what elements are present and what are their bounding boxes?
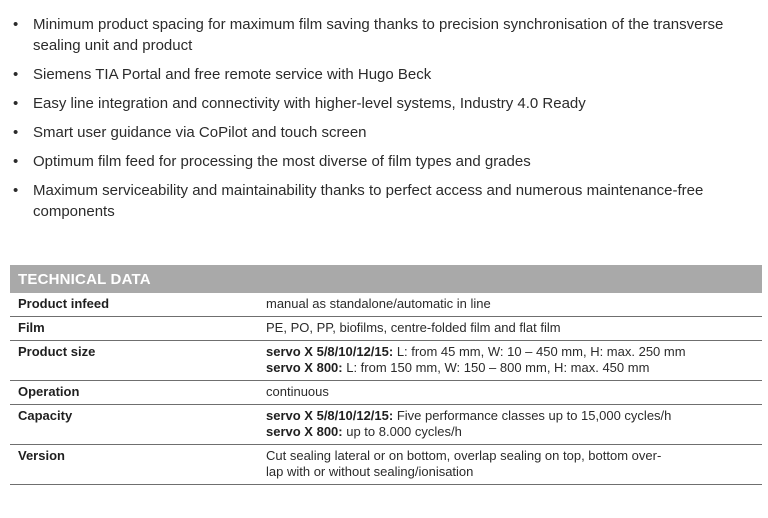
row-value — [266, 320, 762, 336]
model-label: servo X 800: — [266, 360, 343, 375]
technical-data-table — [10, 265, 762, 485]
bullet-icon: • — [13, 124, 19, 141]
value-text: lap with or without sealing/ionisation — [266, 464, 474, 479]
feature-item — [10, 122, 762, 143]
value-line — [266, 344, 756, 360]
feature-text: Minimum product spacing for maximum film saving thanks to precision synchronisation of the transverse sealing unit and product — [33, 16, 724, 54]
feature-item — [10, 14, 762, 56]
value-line — [266, 408, 756, 424]
value-text: L: from 45 mm, W: 10 – 450 mm, H: max. 250 mm — [393, 344, 686, 359]
table-row — [10, 445, 762, 485]
model-label: servo X 800: — [266, 424, 343, 439]
row-label: Operation — [18, 384, 80, 399]
row-value — [266, 384, 762, 400]
feature-text: Siemens TIA Portal and free remote service with Hugo Beck — [33, 66, 432, 83]
value-text: Cut sealing lateral or on bottom, overlap sealing on top, bottom over- — [266, 448, 662, 463]
row-value — [266, 344, 762, 376]
bullet-icon: • — [13, 95, 19, 112]
value-line — [266, 360, 756, 376]
value-line — [266, 448, 756, 464]
value-text: L: from 150 mm, W: 150 – 800 mm, H: max. 450 mm — [342, 360, 650, 375]
model-label: servo X 5/8/10/12/15: — [266, 408, 394, 423]
row-label: Product size — [18, 344, 96, 359]
feature-item — [10, 93, 762, 114]
feature-list — [10, 14, 762, 230]
feature-text: Smart user guidance via CoPilot and touch screen — [33, 124, 367, 141]
feature-text: Easy line integration and connectivity with higher-level systems, Industry 4.0 Ready — [33, 95, 586, 112]
row-label: Capacity — [18, 408, 73, 423]
value-line — [266, 384, 756, 400]
value-line — [266, 464, 756, 480]
feature-item — [10, 64, 762, 85]
table-row — [10, 317, 762, 341]
bullet-icon: • — [13, 66, 19, 83]
row-label: Film — [18, 320, 45, 335]
table-row — [10, 381, 762, 405]
row-value — [266, 296, 762, 312]
technical-data-title: TECHNICAL DATA — [10, 265, 762, 293]
table-row — [10, 293, 762, 317]
feature-item — [10, 180, 762, 222]
bullet-icon: • — [13, 182, 19, 199]
row-value — [266, 448, 762, 480]
value-line — [266, 320, 756, 336]
value-line — [266, 424, 756, 440]
value-text: PE, PO, PP, biofilms, centre-folded film and flat film — [266, 320, 561, 335]
feature-item — [10, 151, 762, 172]
value-line — [266, 296, 756, 312]
table-row — [10, 405, 762, 445]
table-row — [10, 341, 762, 381]
value-text: manual as standalone/automatic in line — [266, 296, 491, 311]
value-text: continuous — [266, 384, 329, 399]
value-text: Five performance classes up to 15,000 cycles/h — [393, 408, 672, 423]
row-label: Version — [18, 448, 65, 463]
feature-text: Maximum serviceability and maintainability thanks to perfect access and numerous maintenance-free components — [33, 182, 704, 220]
row-label: Product infeed — [18, 296, 110, 311]
feature-text: Optimum film feed for processing the most diverse of film types and grades — [33, 153, 531, 170]
bullet-icon: • — [13, 16, 19, 33]
model-label: servo X 5/8/10/12/15: — [266, 344, 394, 359]
value-text: up to 8.000 cycles/h — [342, 424, 462, 439]
bullet-icon: • — [13, 153, 19, 170]
row-value — [266, 408, 762, 440]
